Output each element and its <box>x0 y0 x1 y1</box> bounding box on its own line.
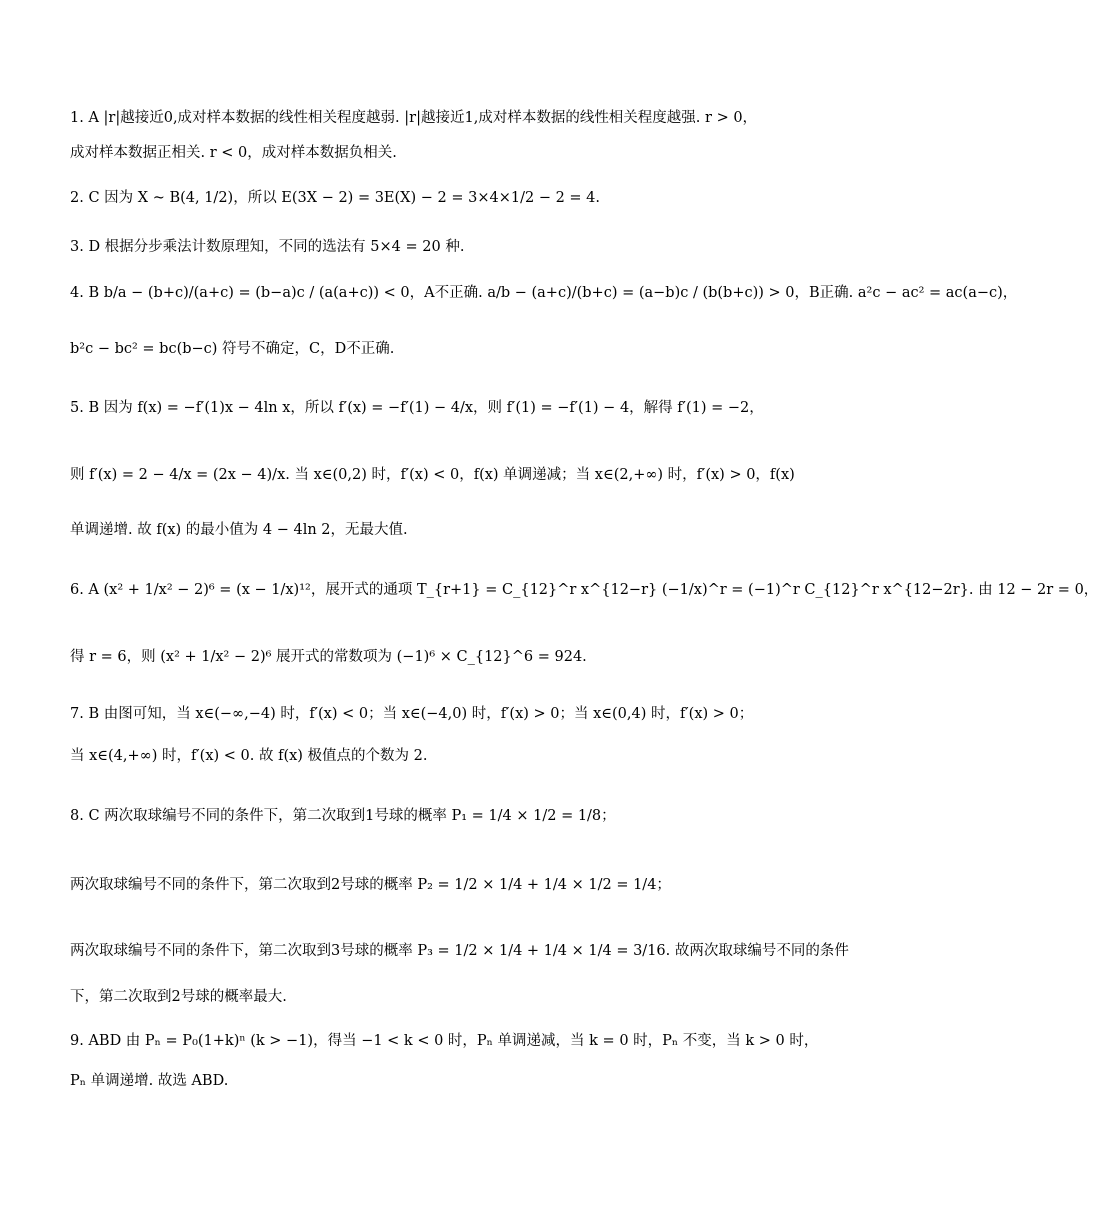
solution-line-10: 6. A (x² + 1/x² − 2)⁶ = (x − 1/x)¹²，展开式的通项 T_{r+1} = C_{12}^r x^{12−r} (−1/x)^r = (−1)^r C_{12}^r x^{12−2r}. 由 12 − 2r = 0， <box>70 582 1098 598</box>
solution-line-18: 9. ABD 由 Pₙ = P₀(1+k)ⁿ (k > −1)，得当 −1 < k < 0 时，Pₙ 单调递减，当 k = 0 时，Pₙ 不变，当 k > 0 时， <box>70 1033 819 1049</box>
solution-line-7: 5. B 因为 f(x) = −f′(1)x − 4ln x，所以 f′(x) = −f′(1) − 4/x，则 f′(1) = −f′(1) − 4，解得 f′(1) = −2， <box>70 400 764 416</box>
solution-line-12: 7. B 由图可知，当 x∈(−∞,−4) 时，f′(x) < 0；当 x∈(−4,0) 时，f′(x) > 0；当 x∈(0,4) 时，f′(x) > 0； <box>70 706 754 722</box>
solution-line-4: 3. D 根据分步乘法计数原理知，不同的选法有 5×4 = 20 种. <box>70 239 465 255</box>
solution-line-14: 8. C 两次取球编号不同的条件下，第二次取到1号球的概率 P₁ = 1/4 × 1/2 = 1/8； <box>70 808 616 824</box>
solution-line-3: 2. C 因为 X ~ B(4, 1/2)，所以 E(3X − 2) = 3E(X) − 2 = 3×4×1/2 − 2 = 4. <box>70 190 600 206</box>
solution-line-5: 4. B b/a − (b+c)/(a+c) = (b−a)c / (a(a+c)) < 0，A不正确. a/b − (a+c)/(b+c) = (a−b)c / (b(b+c)) > 0，B正确. a²c − ac² = ac(a−c)， <box>70 285 1018 301</box>
solution-line-2: 成对样本数据正相关. r < 0，成对样本数据负相关. <box>70 145 397 161</box>
solution-line-19: Pₙ 单调递增. 故选 ABD. <box>70 1073 229 1089</box>
solution-line-1: 1. A |r|越接近0,成对样本数据的线性相关程度越弱. |r|越接近1,成对样本数据的线性相关程度越强. r > 0， <box>70 110 758 126</box>
solution-line-17: 下，第二次取到2号球的概率最大. <box>70 989 287 1005</box>
solution-line-9: 单调递增. 故 f(x) 的最小值为 4 − 4ln 2，无最大值. <box>70 522 408 538</box>
solution-line-15: 两次取球编号不同的条件下，第二次取到2号球的概率 P₂ = 1/2 × 1/4 + 1/4 × 1/2 = 1/4； <box>70 877 671 893</box>
solution-line-6: b²c − bc² = bc(b−c) 符号不确定，C，D不正确. <box>70 341 395 357</box>
solution-line-16: 两次取球编号不同的条件下，第二次取到3号球的概率 P₃ = 1/2 × 1/4 + 1/4 × 1/4 = 3/16. 故两次取球编号不同的条件 <box>70 943 849 959</box>
solution-line-11: 得 r = 6，则 (x² + 1/x² − 2)⁶ 展开式的常数项为 (−1)⁶ × C_{12}^6 = 924. <box>70 649 587 665</box>
solution-line-13: 当 x∈(4,+∞) 时，f′(x) < 0. 故 f(x) 极值点的个数为 2. <box>70 748 428 764</box>
solution-line-8: 则 f′(x) = 2 − 4/x = (2x − 4)/x. 当 x∈(0,2) 时，f′(x) < 0，f(x) 单调递减；当 x∈(2,+∞) 时，f′(x) > 0，f(x) <box>70 467 795 483</box>
